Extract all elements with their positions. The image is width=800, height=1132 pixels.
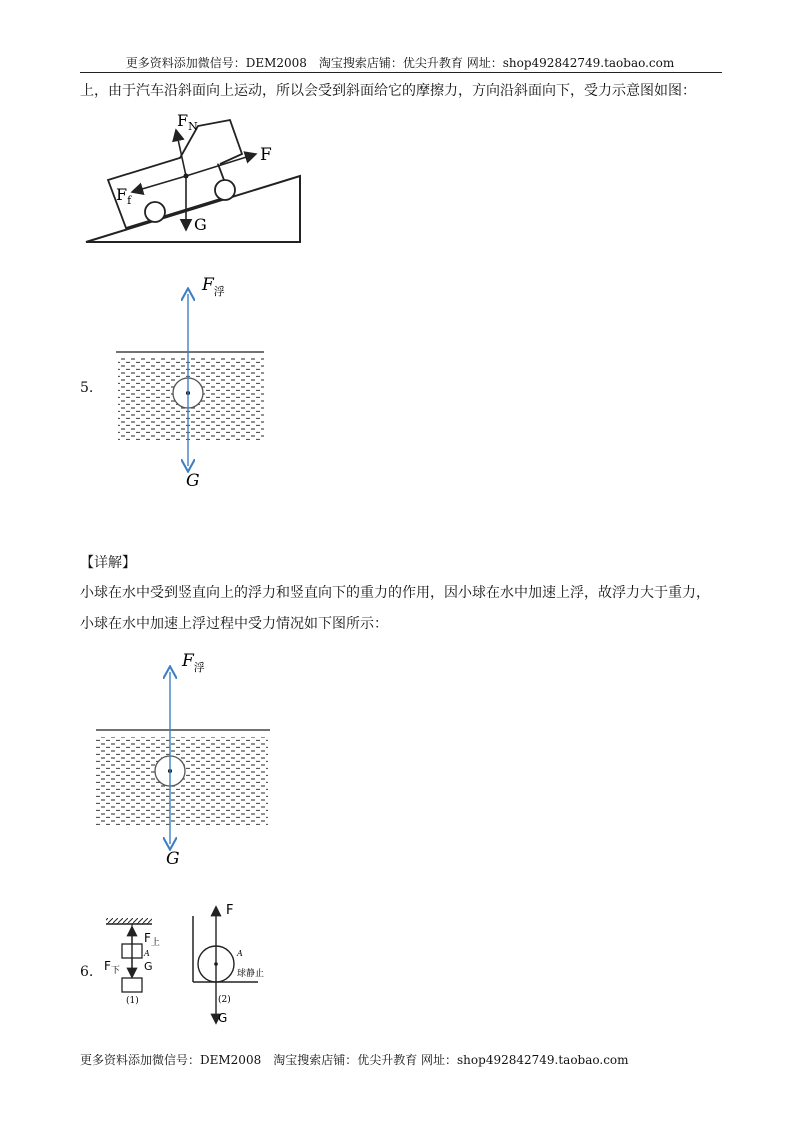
detail-line-1: 小球在水中受到竖直向上的浮力和竖直向下的重力的作用，因小球在水中加速上浮，故浮力大于重力， [80,585,710,601]
block-b [122,978,142,992]
car-explanation-text: 上，由于汽车沿斜面向上运动，所以会受到斜面给它的摩擦力，方向沿斜面向下，受力示意图如图： [80,83,696,99]
caption-2: (2) [218,995,231,1005]
diagram-1 [104,918,160,1006]
a-label-left: A [144,949,150,958]
water-body [96,737,268,827]
page-footer: 更多资料添加微信号：DEM2008 淘宝搜索店铺：优尖升教育 网址：shop492842749.taobao.com [80,1053,629,1067]
front-wheel [215,180,235,200]
diagram-2 [193,903,264,1025]
g-label: G [194,215,207,234]
buoyancy-label: $F_浮$ [202,275,225,298]
g-label-left: G [144,960,153,973]
f-label: F [260,145,272,165]
f-down-label: $F_下$ [104,959,120,976]
f-label-right: F [226,903,234,918]
ball-water-figure-1 [110,272,280,494]
question-5-number: 5. [80,380,94,396]
f-up-label: $F_上$ [144,931,160,948]
g-label-right: G [218,1011,228,1025]
fn-label: $F_N$ [177,111,198,133]
buoyancy-label: $F_浮$ [182,651,205,674]
detail-heading: 【详解】 [80,555,136,571]
gravity-label: G [166,849,180,869]
car-body [108,120,242,228]
page-header: 更多资料添加微信号：DEM2008 淘宝搜索店铺：优尖升教育 网址：shop492842749.taobao.com [125,56,675,70]
caption-1: (1) [126,996,139,1006]
question-6-figure [98,898,270,1028]
a-label-right: A [237,949,243,958]
question-6-number: 6. [80,964,94,980]
rear-wheel [145,202,165,222]
ball-water-figure-2 [90,650,270,872]
ff-label: $F_f$ [116,185,132,207]
header-rule [80,72,722,73]
ceiling [106,918,152,924]
still-label: 球静止 [237,969,265,979]
gravity-label: G [186,471,200,491]
detail-line-2: 小球在水中加速上浮过程中受力情况如下图所示： [80,616,388,632]
car-incline-figure [80,108,310,248]
